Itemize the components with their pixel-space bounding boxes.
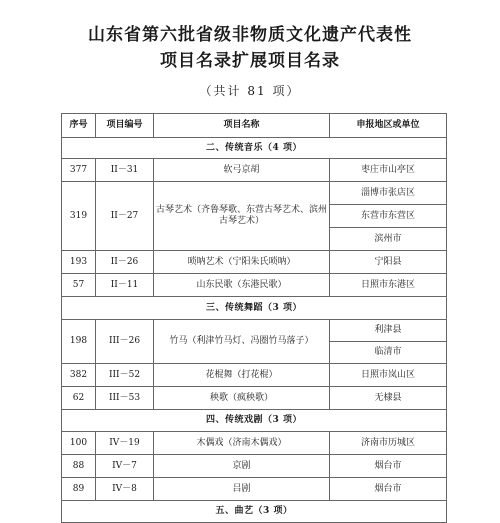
cell-name: 软弓京胡 <box>154 159 330 182</box>
table-row <box>62 432 447 455</box>
cell-name: 古琴艺术（齐鲁琴歌、东营古琴艺术、滨州古琴艺术） <box>154 182 330 251</box>
cell-name: 京剧 <box>154 455 330 478</box>
cell-region: 利津县 <box>330 320 447 342</box>
cell-no: 382 <box>62 364 96 387</box>
cell-no: 57 <box>62 274 96 297</box>
table-header-row <box>62 114 447 138</box>
cell-region: 日照市岚山区 <box>330 364 447 387</box>
cell-region: 东营市东营区 <box>330 205 447 228</box>
cell-code: III－26 <box>96 320 154 364</box>
cell-region: 枣庄市山亭区 <box>330 159 447 182</box>
table-row <box>62 251 447 274</box>
category-drama: 四、传统戏剧（3 项） <box>62 410 447 432</box>
cell-no: 100 <box>62 432 96 455</box>
table-row <box>62 274 447 297</box>
cell-code: II－26 <box>96 251 154 274</box>
cell-no: 88 <box>62 455 96 478</box>
cell-name: 木偶戏（济南木偶戏） <box>154 432 330 455</box>
category-row <box>62 501 447 523</box>
table-row <box>62 478 447 501</box>
header-region: 申报地区或单位 <box>330 114 447 138</box>
table-row <box>62 159 447 182</box>
cell-no: 319 <box>62 182 96 251</box>
header-no: 序号 <box>62 114 96 138</box>
cell-region: 日照市东港区 <box>330 274 447 297</box>
cell-region: 淄博市张店区 <box>330 182 447 205</box>
cell-region: 无棣县 <box>330 387 447 410</box>
cell-region: 临清市 <box>330 342 447 364</box>
cell-name: 竹马（利津竹马灯、冯圈竹马落子） <box>154 320 330 364</box>
cell-code: III－52 <box>96 364 154 387</box>
cell-code: II－27 <box>96 182 154 251</box>
cell-code: IV－7 <box>96 455 154 478</box>
cell-code: IV－19 <box>96 432 154 455</box>
cell-region: 烟台市 <box>330 455 447 478</box>
cell-name: 吕剧 <box>154 478 330 501</box>
header-name: 项目名称 <box>154 114 330 138</box>
cell-name: 唢呐艺术（宁阳朱氏唢呐） <box>154 251 330 274</box>
cell-name: 山东民歌（东港民歌） <box>154 274 330 297</box>
cell-code: III－53 <box>96 387 154 410</box>
document-subtitle: （共计 81 项） <box>199 84 301 98</box>
category-music: 二、传统音乐（4 项） <box>62 138 447 159</box>
cell-code: II－31 <box>96 159 154 182</box>
header-code: 项目编号 <box>96 114 154 138</box>
category-row <box>62 410 447 432</box>
cell-code: IV－8 <box>96 478 154 501</box>
cell-name: 花棍舞（打花棍） <box>154 364 330 387</box>
document-title-line-2: 项目名录扩展项目名录 <box>160 51 340 71</box>
category-row <box>62 138 447 159</box>
cell-no: 198 <box>62 320 96 364</box>
table-row <box>62 320 447 342</box>
cell-region: 济南市历城区 <box>330 432 447 455</box>
heritage-table <box>61 113 447 523</box>
cell-region: 烟台市 <box>330 478 447 501</box>
table-row <box>62 182 447 205</box>
cell-no: 62 <box>62 387 96 410</box>
cell-code: II－11 <box>96 274 154 297</box>
category-row <box>62 297 447 320</box>
table-row <box>62 364 447 387</box>
cell-no: 377 <box>62 159 96 182</box>
cell-region: 宁阳县 <box>330 251 447 274</box>
category-quyi: 五、曲艺（3 项） <box>62 501 447 523</box>
category-dance: 三、传统舞蹈（3 项） <box>62 297 447 320</box>
cell-no: 89 <box>62 478 96 501</box>
table-row <box>62 455 447 478</box>
cell-region: 滨州市 <box>330 228 447 251</box>
document-title-line-1: 山东省第六批省级非物质文化遗产代表性 <box>88 25 412 45</box>
table-row <box>62 387 447 410</box>
cell-no: 193 <box>62 251 96 274</box>
cell-name: 秧歌（疯秧歌） <box>154 387 330 410</box>
